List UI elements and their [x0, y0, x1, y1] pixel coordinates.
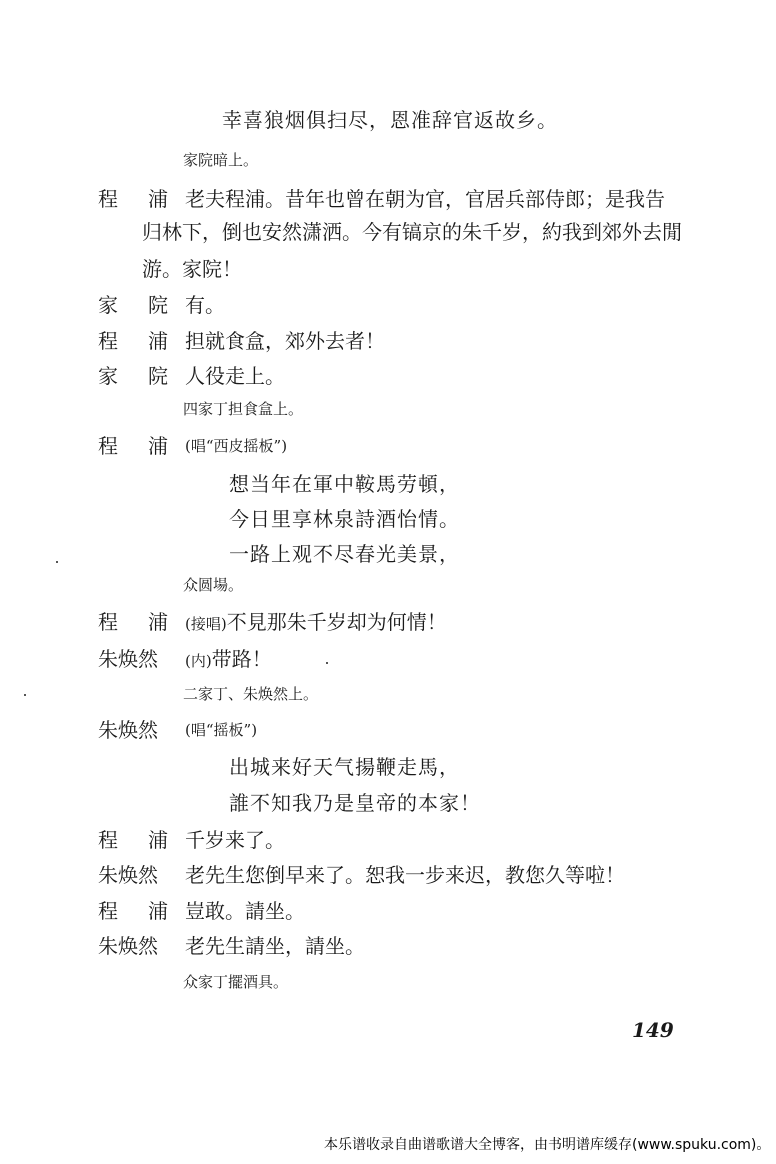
speaker-jia-yuan: 家 院	[98, 364, 168, 388]
speaker-zhu-huanran: 朱焕然	[98, 647, 158, 671]
dialogue-line-2: 有。	[185, 293, 225, 317]
speaker-cheng-pu: 程 浦	[98, 187, 168, 211]
speaker-zhu-huanran: 朱焕然	[98, 863, 158, 887]
dialogue-line-10: 老先生您倒早来了。恕我一步来迟，教您久等啦！	[185, 863, 625, 887]
stage-direction-5: 众家丁擺酒具。	[183, 973, 289, 991]
speaker-zhu-huanran: 朱焕然	[98, 718, 158, 742]
source-footer: 本乐谱收录自曲谱歌谱大全博客，由书明谱库缓存(www.spuku.com)。	[324, 1137, 771, 1153]
sing-direction-2: (唱“摇板”)	[185, 721, 258, 739]
speaker-cheng-pu: 程 浦	[98, 899, 168, 923]
scan-speck	[24, 694, 26, 696]
song-line-2: 今日里享林泉詩酒怡情。	[229, 507, 460, 531]
speaker-cheng-pu: 程 浦	[98, 828, 168, 852]
dialogue-line-1-cont-2: 游。家院！	[142, 257, 242, 281]
page-number: 149	[632, 1018, 674, 1042]
dialogue-line-4: 人役走上。	[185, 364, 285, 388]
dialogue-line-1-cont: 归林下，倒也安然潇洒。今有镐京的朱千岁，約我到郊外去閒	[142, 220, 682, 244]
speaker-cheng-pu: 程 浦	[98, 434, 168, 458]
song-line-5: 誰不知我乃是皇帝的本家！	[229, 791, 481, 815]
stage-direction-4: 二家丁、朱焕然上。	[183, 685, 319, 703]
sing-direction-1: (唱“西皮摇板”)	[185, 437, 288, 455]
dialogue-line-3: 担就食盒，郊外去者！	[185, 329, 385, 353]
speaker-zhu-huanran: 朱焕然	[98, 934, 158, 958]
song-line-1: 想当年在軍中鞍馬劳頓，	[229, 472, 460, 496]
dialogue-line-9: 千岁来了。	[185, 828, 285, 852]
scan-speck	[56, 561, 58, 563]
speaker-cheng-pu: 程 浦	[98, 329, 168, 353]
scan-speck	[326, 662, 328, 664]
dialogue-line-12: 老先生請坐，請坐。	[185, 934, 365, 958]
dialogue-line-11: 豈敢。請坐。	[185, 899, 305, 923]
stage-direction-3: 众圆場。	[183, 576, 244, 594]
song-line-4: 出城来好天气揚鞭走馬，	[229, 755, 460, 779]
dialogue-line-7: (内)带路！	[185, 647, 272, 671]
stage-direction-1: 家院暗上。	[183, 151, 259, 169]
dialogue-line-6: (接唱)不見那朱千岁却为何情！	[185, 610, 447, 634]
stage-direction-2: 四家丁担食盒上。	[183, 400, 304, 418]
dialogue-line-1: 老夫程浦。昔年也曾在朝为官，官居兵部侍郎；是我告	[185, 187, 665, 211]
opening-verse: 幸喜狼烟俱扫尽，恩准辞官返故乡。	[222, 108, 558, 132]
song-line-3: 一路上观不尽春光美景，	[229, 542, 460, 566]
speaker-jia-yuan: 家 院	[98, 293, 168, 317]
speaker-cheng-pu: 程 浦	[98, 610, 168, 634]
